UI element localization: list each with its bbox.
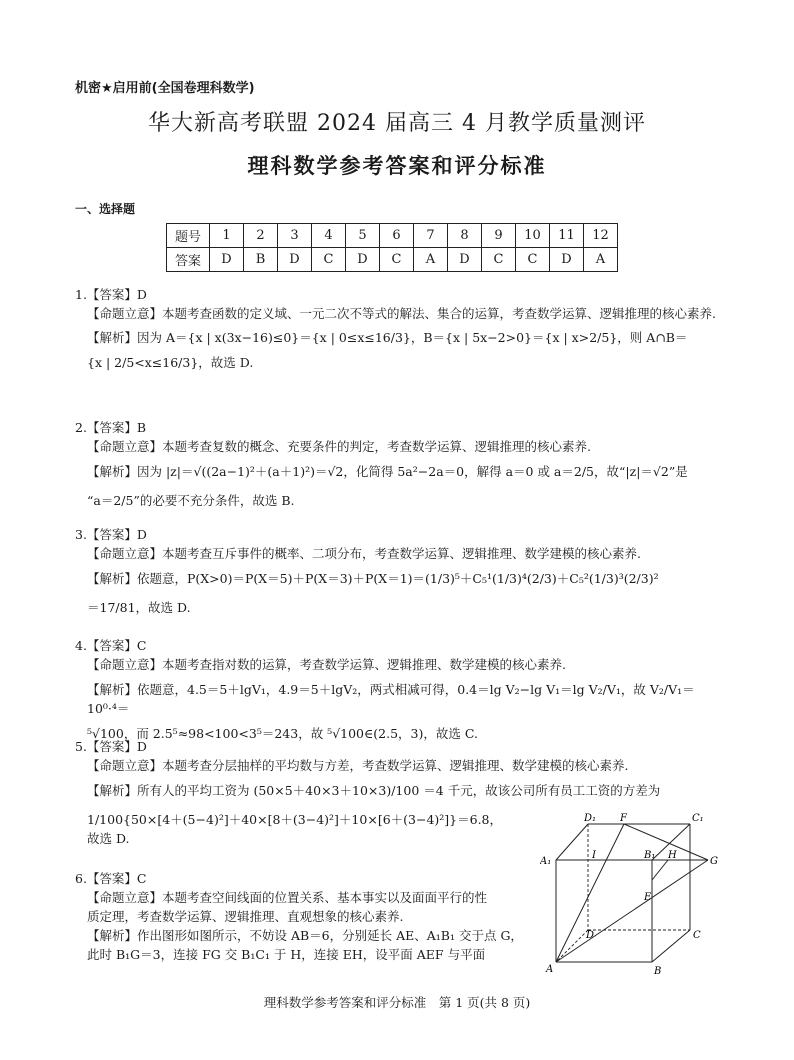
label-i: I bbox=[592, 850, 596, 861]
label-d1: D₁ bbox=[584, 813, 597, 824]
question-number: 7 bbox=[414, 224, 448, 248]
answer-cell: D bbox=[346, 248, 380, 272]
q1-intent: 【命题立意】本题考查函数的定义域、一元二次不等式的解法、集合的运算，考查数学运算、逻辑推理的核心素养. bbox=[87, 306, 716, 321]
question-number: 10 bbox=[516, 224, 550, 248]
label-h: H bbox=[668, 850, 677, 861]
answer-cell: A bbox=[584, 248, 618, 272]
question-number: 8 bbox=[448, 224, 482, 248]
answer-table bbox=[166, 223, 618, 272]
label-d: D bbox=[586, 930, 595, 941]
answer-cell: C bbox=[312, 248, 346, 272]
line-fa bbox=[556, 824, 624, 962]
q6-intent-line1: 【命题立意】本题考查空间线面的位置关系、基本事实以及面面平行的性 bbox=[87, 890, 488, 905]
edge-cb bbox=[652, 930, 690, 962]
q2-answer: 2.【答案】B bbox=[75, 420, 147, 435]
answer-cell: D bbox=[550, 248, 584, 272]
q1-solution-line2: {x | 2/5<x≤16/3}，故选 D. bbox=[87, 355, 254, 370]
label-a1: A₁ bbox=[540, 856, 552, 867]
q3-solution-line1: 【解析】依题意，P(X>0)＝P(X＝5)＋P(X＝3)＋P(X＝1)＝(1/3)⁵＋C₅¹(1/3)⁴(2/3)＋C₅²(1/3)³(2/3)² bbox=[87, 571, 659, 586]
cube-figure bbox=[540, 812, 730, 982]
q4-answer: 4.【答案】C bbox=[75, 638, 147, 653]
q6-answer: 6.【答案】C bbox=[75, 871, 147, 886]
answer-cell: C bbox=[516, 248, 550, 272]
question-3 bbox=[75, 525, 720, 617]
question-number: 2 bbox=[244, 224, 278, 248]
question-number: 5 bbox=[346, 224, 380, 248]
q4-intent: 【命题立意】本题考查指对数的运算，考查数学运算、逻辑推理、数学建模的核心素养. bbox=[87, 657, 566, 672]
q3-answer: 3.【答案】D bbox=[75, 527, 147, 542]
question-number: 11 bbox=[550, 224, 584, 248]
page-footer: 理科数学参考答案和评分标准 第 1 页(共 8 页) bbox=[263, 995, 531, 1010]
line-eh bbox=[652, 860, 668, 880]
q3-solution-line2: ＝17/81，故选 D. bbox=[87, 600, 191, 615]
answer-cell: D bbox=[448, 248, 482, 272]
q5-answer: 5.【答案】D bbox=[75, 739, 147, 754]
answer-cell: B bbox=[244, 248, 278, 272]
line-fg bbox=[624, 824, 708, 860]
label-a: A bbox=[546, 964, 554, 975]
confidential-label: 机密★启用前(全国卷理科数学) bbox=[75, 81, 255, 96]
label-f: F bbox=[620, 813, 627, 824]
label-b: B bbox=[654, 966, 662, 977]
answer-cell: C bbox=[380, 248, 414, 272]
section-heading: 一、选择题 bbox=[75, 202, 136, 216]
table-row-numbers bbox=[167, 224, 618, 248]
question-number: 4 bbox=[312, 224, 346, 248]
q2-intent: 【命题立意】本题考查复数的概念、充要条件的判定，考查数学运算、逻辑推理的核心素养. bbox=[87, 439, 591, 454]
q1-solution-line1: 【解析】因为 A＝{x | x(3x−16)≤0}＝{x | 0≤x≤16/3}，B＝{x | 5x−2>0}＝{x | x>2/5}，则 A∩B＝ bbox=[87, 330, 688, 345]
label-b1: B₁ bbox=[644, 850, 656, 861]
label-g: G bbox=[710, 856, 718, 867]
question-number: 3 bbox=[278, 224, 312, 248]
answer-cell: A bbox=[414, 248, 448, 272]
table-row-answers bbox=[167, 248, 618, 272]
q6-solution-line1: 【解析】作出图形如图所示，不妨设 AB＝6，分别延长 AE、A₁B₁ 交于点 G， bbox=[87, 928, 523, 943]
q5-solution-line2: 1/100{50×[4＋(5−4)²]＋40×[8＋(3−4)²]＋10×[6＋(3−4)²]}＝6.8， bbox=[87, 812, 502, 827]
line-ag bbox=[556, 860, 708, 962]
question-number: 6 bbox=[380, 224, 414, 248]
question-4 bbox=[75, 636, 720, 743]
page-subtitle: 理科数学参考答案和评分标准 bbox=[247, 154, 547, 178]
q6-intent-line2: 质定理，考查数学运算、逻辑推理、直观想象的核心素养. bbox=[87, 909, 404, 924]
answer-cell: C bbox=[482, 248, 516, 272]
label-e: E bbox=[644, 892, 652, 903]
q2-solution-line2: “a＝2/5”的必要不充分条件，故选 B. bbox=[87, 493, 295, 508]
q5-intent: 【命题立意】本题考查分层抽样的平均数与方差，考查数学运算、逻辑推理、数学建模的核心素养. bbox=[87, 758, 629, 773]
question-number: 9 bbox=[482, 224, 516, 248]
q1-answer: 1.【答案】D bbox=[75, 287, 147, 302]
q6-solution-line2: 此时 B₁G＝3，连接 FG 交 B₁C₁ 于 H，连接 EH，设平面 AEF 与平面 bbox=[87, 947, 486, 962]
label-c: C bbox=[693, 930, 701, 941]
question-1 bbox=[75, 285, 720, 372]
row-label: 答案 bbox=[167, 248, 210, 272]
question-2 bbox=[75, 418, 720, 510]
q3-intent: 【命题立意】本题考查互斥事件的概率、二项分布，考查数学运算、逻辑推理、数学建模的核心素养. bbox=[87, 546, 641, 561]
answer-cell: D bbox=[278, 248, 312, 272]
exam-title: 华大新高考联盟 2024 届高三 4 月教学质量测评 bbox=[148, 111, 646, 136]
question-6 bbox=[75, 869, 535, 964]
question-number: 1 bbox=[210, 224, 244, 248]
q4-solution-line1: 【解析】依题意，4.5＝5＋lgV₁，4.9＝5＋lgV₂，两式相减可得，0.4＝lg V₂−lg V₁＝lg V₂/V₁，故 V₂/V₁＝10⁰·⁴＝ bbox=[87, 682, 695, 716]
answer-cell: D bbox=[210, 248, 244, 272]
q4-solution-line2: ⁵√100，而 2.5⁵≈98<100<3⁵＝243，故 ⁵√100∈(2.5，3)，故选 C. bbox=[87, 726, 478, 741]
q5-solution-line1: 【解析】所有人的平均工资为 (50×5＋40×3＋10×3)/100 ＝4 千元，故该公司所有员工工资的方差为 bbox=[87, 783, 661, 798]
edge-a1d1 bbox=[556, 824, 588, 860]
label-c1: C₁ bbox=[692, 813, 704, 824]
question-number: 12 bbox=[584, 224, 618, 248]
hidden-edge-da bbox=[556, 930, 588, 962]
q2-solution-line1: 【解析】因为 |z|＝√((2a−1)²＋(a＋1)²)＝√2，化简得 5a²−2a＝0，解得 a＝0 或 a＝2/5，故“|z|＝√2”是 bbox=[87, 464, 688, 479]
row-label: 题号 bbox=[167, 224, 210, 248]
q5-solution-line3: 故选 D. bbox=[87, 831, 130, 846]
